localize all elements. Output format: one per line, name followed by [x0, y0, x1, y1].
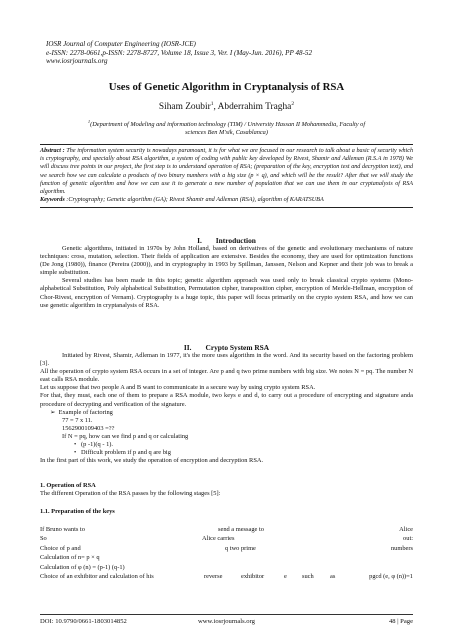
section-number: II. — [183, 343, 192, 352]
journal-website[interactable]: www.iosrjournals.org — [46, 57, 108, 66]
keys-cell: Choice of an exhibitor and calculation of his — [40, 572, 154, 580]
keys-cell: numbers — [390, 544, 413, 552]
subsection-heading-operation: 1. Operation of RSA — [40, 482, 96, 489]
keys-cell: reverse — [204, 572, 223, 580]
introduction-body — [40, 245, 413, 310]
bullet-text: Difficult problem if p and q are big — [81, 449, 171, 457]
affiliation — [70, 118, 383, 137]
keys-cell: Alice — [399, 526, 413, 533]
keywords — [40, 196, 413, 204]
footer-website[interactable]: www.iosrjournals.org — [198, 618, 255, 625]
abstract-label: Abstract : — [40, 148, 65, 154]
keys-row — [40, 553, 413, 562]
keys-cell: exhibitor — [241, 572, 265, 580]
keys-cell: out: — [403, 535, 413, 543]
paragraph: Let us suppose that two people A and B want to communicate in a secure way by using crypto system RSA. — [40, 384, 316, 392]
section-heading-rsa — [0, 343, 453, 352]
keys-row — [40, 563, 413, 572]
keys-cell: as — [330, 572, 336, 580]
affiliation-superscript: 1 — [87, 119, 91, 124]
paragraph: Genetic algorithms, initiated in 1970s by John Holland, based on derivatives of the genetic and evolutionary mechanisms of nature techniques: cross, mutation, selection. Their fields of application are extensive. Besides the economy, they are used for optimization functions (De Jong (1980)), finance (Pereira (2000)), and in cryptography in 1993 by Spillman, Janssen, Nelson and Kepner and their job was to break a simple substitution. — [40, 245, 413, 277]
keys-preparation-table — [40, 525, 413, 581]
abstract — [40, 147, 413, 196]
keys-cell: such — [302, 572, 314, 580]
footer-page-number: 48 | Page — [388, 618, 413, 625]
keys-cell: send a message to — [218, 526, 264, 533]
keys-row — [40, 534, 413, 543]
paper-title: Uses of Genetic Algorithm in Cryptanalysis of RSA — [108, 81, 345, 93]
paragraph: Several studies has been made in this topic; genetic algorithm approach was used only to break classical crypto systems (Mono-alphabetical Substitution, Poly alphabetical Substitution, Permutation cipher, transposition cipher, encryption of Merkle-Hellman, encryption of Chor-Rivest, encryption of Vernam). Cryptography is a huge topic, this paper will focus primarily on the crypto system RSA, and how we can use genetic algorithm in cryptanalysis of RSA. — [40, 277, 413, 309]
paragraph: For that, they must, each one of them to prepare a RSA module, two keys e and d, to carry out a procedure of encrypting and signature anda procedure of decrypting and verification of the signature. — [40, 392, 413, 408]
keys-row — [40, 572, 413, 581]
keys-cell: Calculation of φ (n) = (p-1) (q-1) — [40, 563, 125, 571]
page-footer — [40, 614, 413, 625]
keys-cell: pgcd (e, φ (n))=1 — [369, 572, 413, 580]
bullet-text: (p -1)(q - 1). — [81, 441, 113, 449]
journal-name: IOSR Journal of Computer Engineering (IOSR-JCE) — [46, 40, 196, 48]
journal-issn: e-ISSN: 2278-0661,p-ISSN: 2278-8727, Volume 18, Issue 3, Ver. I (May-Jun. 2016), PP 48-52 — [46, 48, 313, 57]
example-heading — [40, 409, 413, 417]
paragraph: All the operation of crypto system RSA occurs in a set of integer. Are p and q two prime numbers with big size. We notes N = pq. The number N east calls RSA module. — [40, 368, 413, 384]
keys-cell: Calculation of n= p × q — [40, 554, 100, 562]
keys-cell: If Bruno wants to — [40, 526, 85, 533]
example-line: 77 = 7 x 11. — [62, 416, 93, 424]
keys-cell: Choice of p and — [40, 544, 81, 552]
subsection-text: The different Operation of the RSA passes by the following stages [5]: — [40, 490, 221, 497]
keys-cell: q two prime — [225, 544, 256, 552]
author-separator: , — [213, 102, 218, 113]
keys-row — [40, 544, 413, 553]
example-line: 1562900109403 =?? — [62, 424, 115, 432]
keys-row — [40, 525, 413, 534]
keys-cell: e — [284, 572, 287, 580]
bullet-item — [40, 441, 413, 449]
rsa-body — [40, 352, 413, 465]
example-line: If N = pq, how can we find p and q or calculating — [62, 432, 189, 440]
keys-cell: So — [40, 535, 47, 543]
abstract-box — [40, 144, 413, 208]
abstract-text: The information system security is nowadays paramount, it is for what we are focused in our research to talk about a basic of security which is cryptography, and specially about RSA algorithm, a system of coding with public key developed by Rivest, Shamir and Adleman (R.S.A in 1978) We will discuss tree points in our project, the first step is to understand operation of RSA; (preparation of the key, encryption test and decryption text), and we search how we can calculate a products of two binary numbers with a big size (p × q), and which will be the result? After that we will study the function of genetic algorithm and how we can use it to generate a new number of population that we can use them in our cryptanalysis of RSA algorithm. — [40, 148, 414, 196]
paragraph: In the first part of this work, we study the operation of encryption and decryption RSA. — [40, 457, 264, 465]
author-superscript: 2 — [291, 101, 295, 107]
bullet-item — [40, 449, 413, 457]
affiliation-line: (Department of Modeling and information technology (TIM) / University Hassan II Mohammedia, Faculty of — [90, 121, 366, 129]
author-name: Abderrahim Tragha — [217, 102, 292, 113]
section-heading-introduction — [0, 236, 453, 245]
bullet-icon: • — [74, 449, 77, 457]
arrow-icon: ➢ — [50, 408, 56, 416]
keys-cell: Alice carries — [202, 535, 235, 543]
section-title: Crypto System RSA — [205, 343, 270, 352]
author-name: Siham Zoubir — [158, 102, 211, 113]
affiliation-line: sciences Ben M'sik, Casablanca) — [185, 129, 268, 137]
paragraph: Initiated by Rivest, Shamir, Adleman in 1977, it's the more uses algorithm in the word. And its security based on the factoring problem [3]. — [40, 352, 413, 368]
author-superscript: 1 — [210, 101, 214, 107]
section-title: Introduction — [215, 236, 256, 245]
subsubsection-heading-keys: 1.1. Preparation of the keys — [40, 508, 115, 515]
bullet-icon: • — [74, 441, 77, 449]
section-number: I. — [197, 236, 202, 245]
footer-doi[interactable]: DOI: 10.9790/0661-1803014852 — [40, 618, 127, 625]
example-label: Example of factoring — [58, 408, 113, 416]
journal-header — [46, 40, 312, 66]
keywords-label: Keywords — [40, 196, 65, 204]
keywords-text: :Cryptography; Genetic algorithm (GA); Rivest Shamir and Adleman (RSA), algorithm of KARATSUBA — [64, 196, 324, 204]
paper-authors — [0, 101, 453, 112]
